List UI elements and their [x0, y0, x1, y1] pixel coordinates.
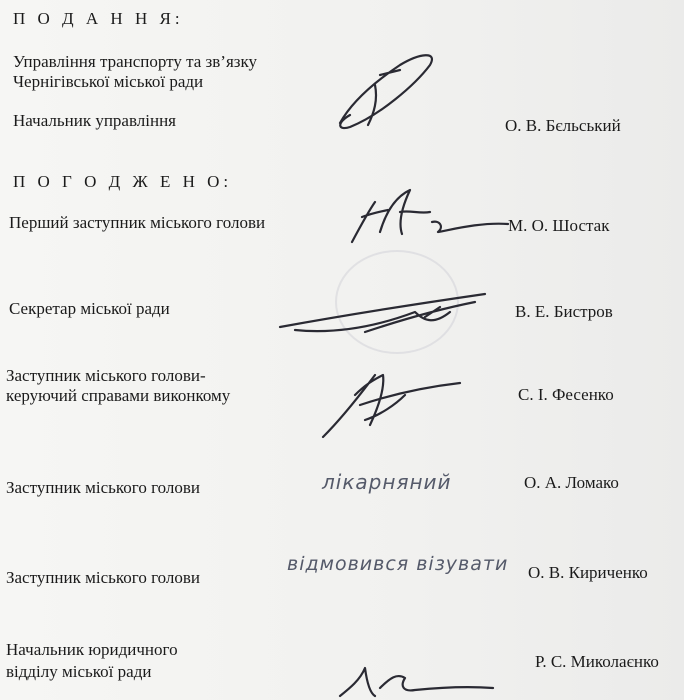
- approval-3-position-line-1: Заступник міського голови-: [6, 366, 206, 385]
- section-pogodzheno: П О Г О Д Ж Е Н О:: [13, 172, 233, 191]
- approval-5-position: Заступник міського голови: [6, 568, 201, 587]
- signature-mykolaienko: [335, 658, 495, 698]
- approval-4-name: О. А. Ломако: [524, 473, 619, 492]
- approval-1-position: Перший заступник міського голови: [9, 213, 266, 232]
- approval-6-position-line-2: відділу міської ради: [6, 662, 152, 681]
- approval-4-position: Заступник міського голови: [6, 478, 201, 497]
- approval-6-name: Р. С. Миколаєнко: [535, 652, 659, 671]
- signature-bystrov: [275, 282, 505, 342]
- submitter-name: О. В. Бєльський: [505, 116, 621, 135]
- handwritten-note-sick-leave: лікарняний: [322, 470, 452, 494]
- approval-3-name: С. І. Фесенко: [518, 385, 614, 404]
- approval-3-position-line-2: керуючий справами виконкому: [6, 386, 231, 405]
- signature-fesenko: [315, 365, 465, 445]
- org-line-1: Управління транспорту та зв’язку: [13, 52, 258, 71]
- section-podannia: П О Д А Н Н Я:: [13, 9, 184, 28]
- approval-6-position-line-1: Начальник юридичного: [6, 640, 178, 659]
- approval-5-name: О. В. Кириченко: [528, 563, 648, 582]
- org-line-2: Чернігівської міської ради: [13, 72, 204, 91]
- submitter-position: Начальник управління: [13, 111, 176, 130]
- handwritten-note-refused: відмовився візувати: [287, 553, 509, 575]
- approval-2-name: В. Е. Бистров: [515, 302, 613, 321]
- signature-belskyi: [330, 45, 450, 135]
- approval-1-name: М. О. Шостак: [508, 216, 610, 235]
- signature-shostak: [340, 172, 510, 252]
- approval-2-position: Секретар міської ради: [9, 299, 170, 318]
